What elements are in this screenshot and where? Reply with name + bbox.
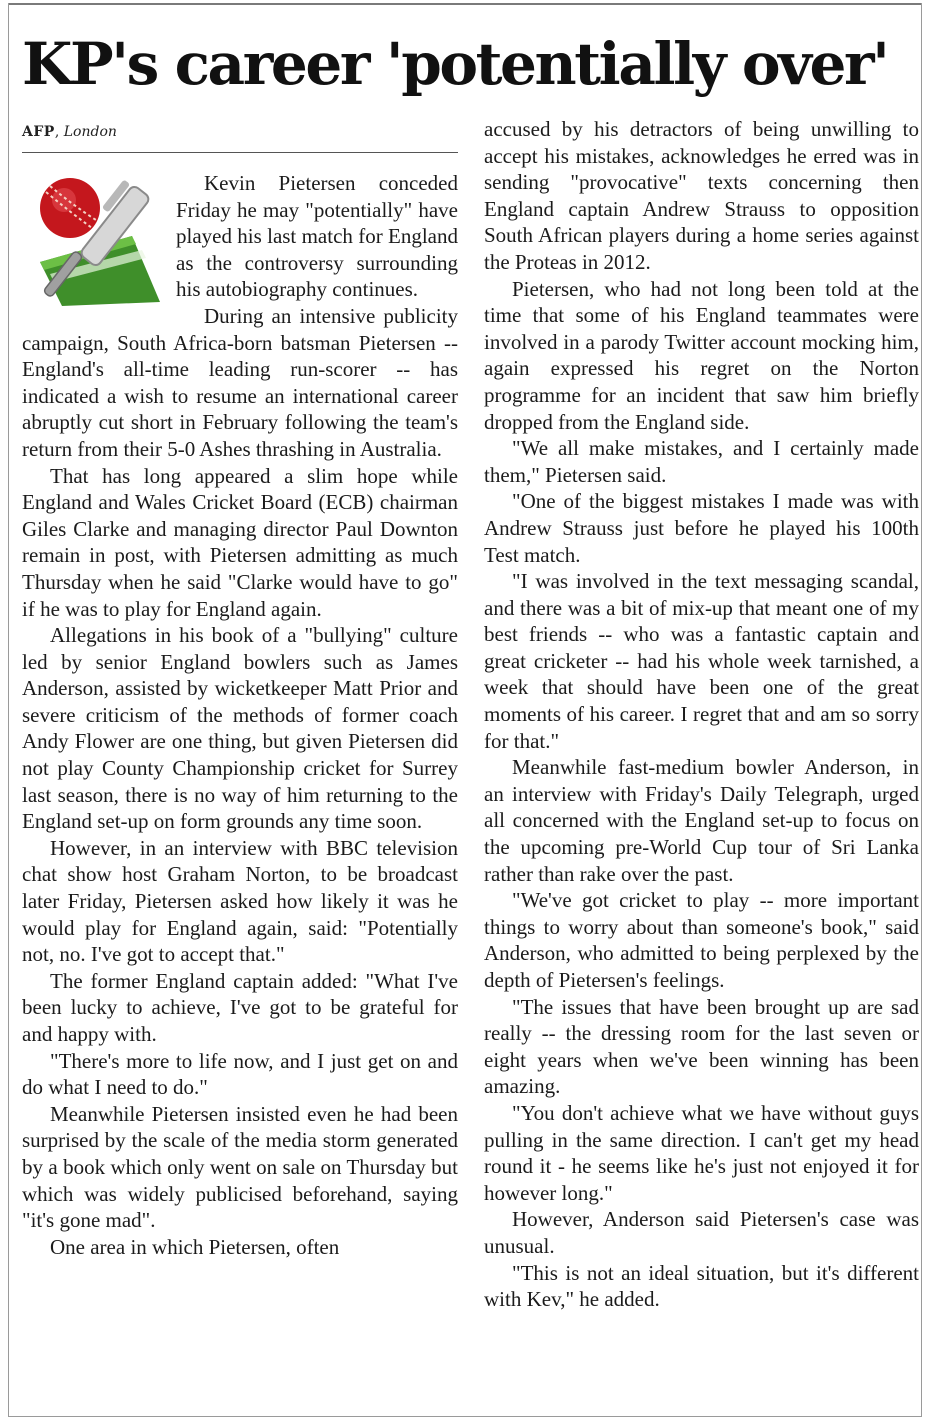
top-border xyxy=(8,3,922,5)
col2-paragraph-5: Meanwhile fast-medium bowler Anderson, in an interview with Friday's Daily Telegraph, urged all concerned with the England set-up to focus on the upcoming pre-World Cup tour of Sri Lanka rather than rake over the past. xyxy=(484,755,919,886)
cricket-ball-and-bat-icon xyxy=(32,170,162,306)
lead-paragraph: Kevin Pietersen conceded Friday he may "potentially" have played his last match for England as the controversy surrounding his autobiography continues. xyxy=(176,171,458,302)
col1-paragraph-4: However, in an interview with BBC television chat show host Graham Norton, to be broadcast later Friday, Pietersen asked how likely it was he would play for England again, said: "Potentially not, no. I've got to accept that." xyxy=(22,835,458,967)
col2-paragraph-6: "We've got cricket to play -- more important things to worry about than someone's book," said Anderson, who admitted to being perplexed by the depth of Pietersen's feelings. xyxy=(484,888,919,992)
col2-continued-paragraph: accused by his detractors of being unwilling to accept his mistakes, acknowledges he erred was in sending "provocative" texts concerning then England captain Andrew Strauss to opposition South African players during a home series against the Proteas in 2012. xyxy=(484,117,919,274)
col2-paragraph-4: "I was involved in the text messaging scandal, and there was a bit of mix-up that meant one of my best friends -- who was a fantastic captain and great cricketer -- had his whole week tarnished, a week that should have been one of the great moments of his career. I regret that and am so sorry for that." xyxy=(484,569,919,753)
col2-paragraph-10: "This is not an ideal situation, but it's different with Kev," he added. xyxy=(484,1260,919,1312)
col2-paragraph-2: "We all make mistakes, and I certainly made them," Pietersen said. xyxy=(484,436,919,487)
col1-paragraph-7: Meanwhile Pietersen insisted even he had been surprised by the scale of the media storm generated by a book which only went on sale on Thursday but which was widely publicised beforehand, saying "it's gone mad". xyxy=(22,1101,458,1233)
lead-block xyxy=(22,170,458,303)
col2-paragraph-7: "The issues that have been brought up are sad really -- the dressing room for the last seven or eight years when we've been winning has been amazing. xyxy=(484,994,919,1099)
headline: KP's career 'potentially over' xyxy=(22,30,888,98)
col1-paragraph-2: That has long appeared a slim hope while England and Wales Cricket Board (ECB) chairman Giles Clarke and managing director Paul Downton remain in post, with Pietersen admitting as much Thursday when he said "Clarke would have to go" if he was to play for England again. xyxy=(22,463,458,621)
col1-paragraph-1: During an intensive publicity campaign, South Africa-born batsman Pietersen -- England's all-time leading run-scorer -- has indicated a wish to resume an international career abruptly cut short in February following the team's return from their 5-0 Ashes thrashing in Australia. xyxy=(22,303,458,461)
col2-paragraph-8: "You don't achieve what we have without guys pulling in the same direction. I can't get my head round it - he seems like he's just not enjoyed it for however long." xyxy=(484,1100,919,1205)
col1-paragraph-5: The former England captain added: "What I've been lucky to achieve, I've got to be grateful for and happy with. xyxy=(22,968,458,1046)
byline-place: London xyxy=(63,124,117,140)
bottom-border xyxy=(8,1416,922,1417)
col1-paragraph-6: "There's more to life now, and I just get on and do what I need to do." xyxy=(22,1048,458,1100)
article-column-2 xyxy=(484,116,919,1313)
col1-paragraph-3: Allegations in his book of a "bullying" culture led by senior England bowlers such as James Anderson, assisted by wicketkeeper Matt Prior and severe criticism of the methods of former coach Andy Flower are one thing, but given Pietersen did not play County Championship cricket for Surrey last season, there is no way of him returning to the England set-up on form grounds any time soon. xyxy=(22,623,458,834)
col2-paragraph-9: However, Anderson said Pietersen's case was unusual. xyxy=(484,1207,919,1258)
col2-paragraph-1: Pietersen, who had not long been told at the time that some of his England teammates were involved in a parody Twitter account mocking him, again expressed his regret on the Norton programme for an incident that saw him briefly dropped from the England side. xyxy=(484,276,919,434)
byline-agency: AFP xyxy=(22,124,55,140)
article-column-1 xyxy=(22,116,458,1260)
right-border xyxy=(921,3,922,1416)
left-border xyxy=(8,3,9,1416)
byline: AFP, London xyxy=(22,124,117,140)
col2-paragraph-3: "One of the biggest mistakes I made was with Andrew Strauss just before he played his 100th Test match. xyxy=(484,489,919,567)
col1-paragraph-8: One area in which Pietersen, often xyxy=(50,1234,340,1259)
